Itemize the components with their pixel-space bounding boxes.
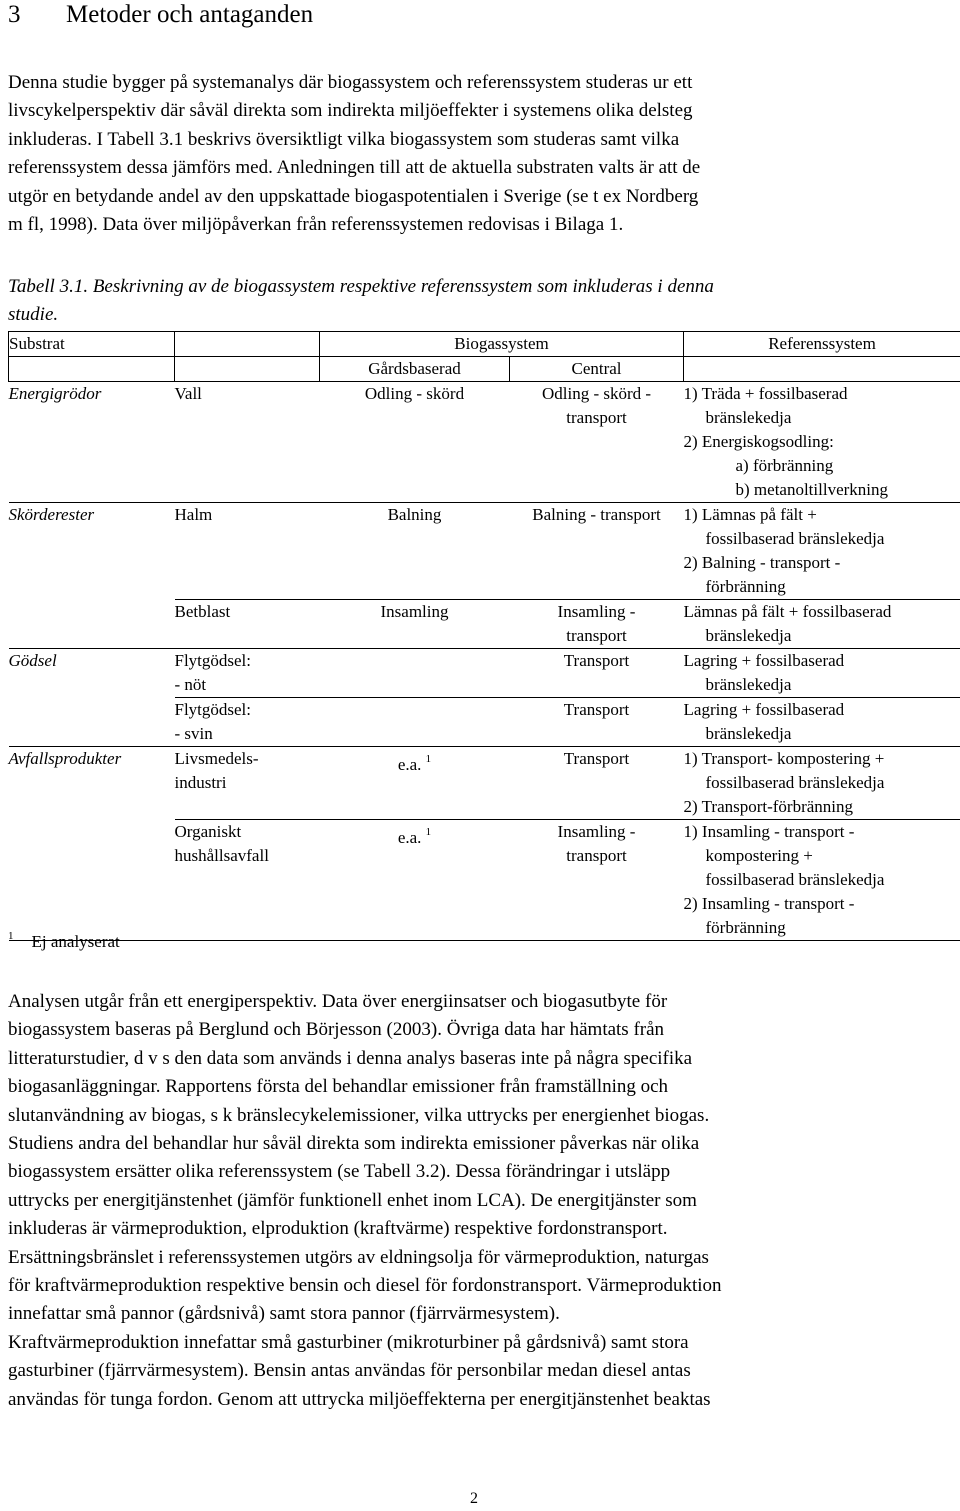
text-line: inkluderas. I Tabell 3.1 beskrivs översiktligt vilka biogassystem som studeras samt vilka bbox=[8, 128, 680, 150]
category-cell: Avfallsprodukter bbox=[8, 749, 122, 768]
text-line: Studiens andra del behandlar hur såväl direkta som indirekta emissioner påverkas när olika bbox=[8, 1133, 700, 1155]
text-line: biogassystem ersätter olika referenssystem (se Tabell 3.2). Dessa förändringar i utsläpp bbox=[8, 1161, 671, 1183]
section-title: Metoder och antaganden bbox=[66, 1, 314, 28]
table-row bbox=[9, 649, 960, 698]
header-gardsbaserad: Gårdsbaserad bbox=[320, 357, 510, 382]
text-line: uttrycks per energitjänstenhet (jämför funktionell enhet inom LCA). De energitjänster som bbox=[8, 1189, 697, 1211]
table-caption bbox=[8, 273, 953, 329]
central-cell: Insamling - transport bbox=[510, 820, 684, 941]
reference-cell: 1) Lämnas på fält + fossilbaserad bränslekedja 2) Balning - transport - förbränning bbox=[684, 503, 960, 600]
central-cell: Transport bbox=[510, 649, 684, 698]
gard-cell: Odling - skörd bbox=[320, 382, 510, 503]
header-biogassystem: Biogassystem bbox=[320, 332, 684, 357]
gard-cell: Balning bbox=[320, 503, 510, 600]
text-line: utgör en betydande andel av den uppskattade biogaspotentialen i Sverige (se t ex Nordberg bbox=[8, 185, 699, 207]
header-referenssystem: Referenssystem bbox=[684, 332, 960, 357]
caption-label: Tabell 3.1. bbox=[8, 276, 89, 297]
text-line: Kraftvärmeproduktion innefattar små gasturbiner (mikroturbiner på gårdsnivå) samt stora bbox=[8, 1331, 689, 1353]
caption-text-cont: studie. bbox=[8, 304, 59, 325]
central-cell: Insamling - transport bbox=[510, 600, 684, 649]
category-cell: Energigrödor bbox=[9, 382, 175, 503]
section-number: 3 bbox=[8, 1, 21, 28]
gard-cell: e.a. $^1$ bbox=[320, 747, 510, 820]
table-row bbox=[9, 503, 960, 600]
header-central: Central bbox=[510, 357, 684, 382]
gard-cell: e.a. $^1$ bbox=[320, 820, 510, 941]
table-row bbox=[9, 600, 960, 649]
reference-cell: Lagring + fossilbaserad bränslekedja bbox=[684, 698, 960, 747]
substrate-cell: Halm bbox=[175, 503, 320, 600]
text-line: slutanvändning av biogas, s k bränslecykelemissioner, vilka uttrycks per energienhet biogas. bbox=[8, 1104, 710, 1126]
text-line: m fl, 1998). Data över miljöpåverkan från referenssystemen redovisas i Bilaga 1. bbox=[8, 214, 624, 236]
substrate-cell: Flytgödsel: - svin bbox=[175, 698, 320, 747]
text-line: Denna studie bygger på systemanalys där biogassystem och referenssystem studeras ur ett bbox=[8, 72, 693, 93]
reference-cell: Lämnas på fält + fossilbaserad bränslekedja bbox=[684, 600, 960, 649]
header-substrat: Substrat bbox=[9, 332, 175, 357]
central-cell: Transport bbox=[510, 747, 684, 820]
reference-cell: Lagring + fossilbaserad bränslekedja bbox=[684, 649, 960, 698]
reference-cell: 1) Träda + fossilbaserad bränslekedja 2) Energiskogsodling: a) förbränning b) metanoltillverkning bbox=[684, 382, 960, 503]
text-line: livscykelperspektiv där såväl direkta som indirekta miljöeffekter i systemens olika delsteg bbox=[8, 100, 693, 122]
footnote-text: Ej analyserat bbox=[31, 932, 120, 951]
central-cell: Balning - transport bbox=[510, 503, 684, 600]
body-paragraph bbox=[8, 988, 953, 1414]
table-footnote bbox=[8, 930, 120, 952]
central-cell: Transport bbox=[510, 698, 684, 747]
category-cell: Gödsel bbox=[8, 651, 57, 670]
biogas-table bbox=[8, 331, 960, 941]
text-line: litteraturstudier, d v s den data som används i denna analys baseras inte på några specifika bbox=[8, 1047, 693, 1069]
text-line: biogasanläggningar. Rapportens första del behandlar emissioner från framställning och bbox=[8, 1076, 669, 1098]
section-heading bbox=[8, 0, 313, 30]
category-cell bbox=[9, 600, 175, 649]
footnote-mark: 1 bbox=[8, 930, 14, 942]
text-line: inkluderas är värmeproduktion, elproduktion (kraftvärme) respektive fordonstransport. bbox=[8, 1218, 668, 1240]
page-number: 2 bbox=[470, 1490, 478, 1507]
substrate-cell: Livsmedels- industri bbox=[175, 747, 320, 820]
substrate-cell: Betblast bbox=[175, 600, 320, 649]
gard-cell bbox=[320, 649, 510, 698]
text-line: användas för tunga fordon. Genom att uttrycka miljöeffekterna per energitjänstenhet beaktas bbox=[8, 1388, 711, 1410]
text-line: referenssystem dessa jämförs med. Anledningen till att de aktuella substraten valts är att de bbox=[8, 157, 701, 179]
category-cell bbox=[9, 698, 175, 747]
table-header-row bbox=[9, 332, 960, 357]
reference-cell: 1) Insamling - transport - kompostering + fossilbaserad bränslekedja 2) Insamling - transport - förbränning bbox=[684, 820, 960, 941]
substrate-cell: Vall bbox=[175, 382, 320, 503]
category-cell: Skörderester bbox=[8, 505, 95, 524]
text-line: Analysen utgår från ett energiperspektiv. Data över energiinsatser och biogasutbyte för bbox=[8, 991, 668, 1012]
substrate-cell: Flytgödsel: - nöt bbox=[175, 649, 320, 698]
text-line: innefattar små pannor (gårdsnivå) samt stora pannor (fjärrvärmesystem). bbox=[8, 1303, 560, 1325]
caption-text: Beskrivning av de biogassystem respektive referenssystem som inkluderas i denna bbox=[92, 276, 714, 297]
gard-cell bbox=[320, 698, 510, 747]
reference-cell: 1) Transport- kompostering + fossilbaserad bränslekedja 2) Transport-förbränning bbox=[684, 747, 960, 820]
table-row bbox=[9, 382, 960, 503]
text-line: biogassystem baseras på Berglund och Börjesson (2003). Övriga data har hämtats från bbox=[8, 1019, 665, 1041]
intro-paragraph bbox=[8, 69, 953, 239]
text-line: Ersättningsbränslet i referenssystemen utgörs av eldningsolja för värmeproduktion, naturgas bbox=[8, 1246, 709, 1268]
category-cell bbox=[9, 820, 175, 941]
central-cell: Odling - skörd - transport bbox=[510, 382, 684, 503]
table-row bbox=[9, 698, 960, 747]
text-line: gasturbiner (fjärrvärmesystem). Bensin antas användas för personbilar medan diesel antas bbox=[8, 1360, 691, 1382]
gard-cell: Insamling bbox=[320, 600, 510, 649]
table-subheader-row bbox=[9, 357, 960, 382]
substrate-cell: Organiskt hushållsavfall bbox=[175, 820, 320, 941]
table-row bbox=[9, 820, 960, 941]
text-line: för kraftvärmeproduktion respektive bensin och diesel för fordonstransport. Värmeproduktion bbox=[8, 1275, 722, 1297]
table-row bbox=[9, 747, 960, 820]
